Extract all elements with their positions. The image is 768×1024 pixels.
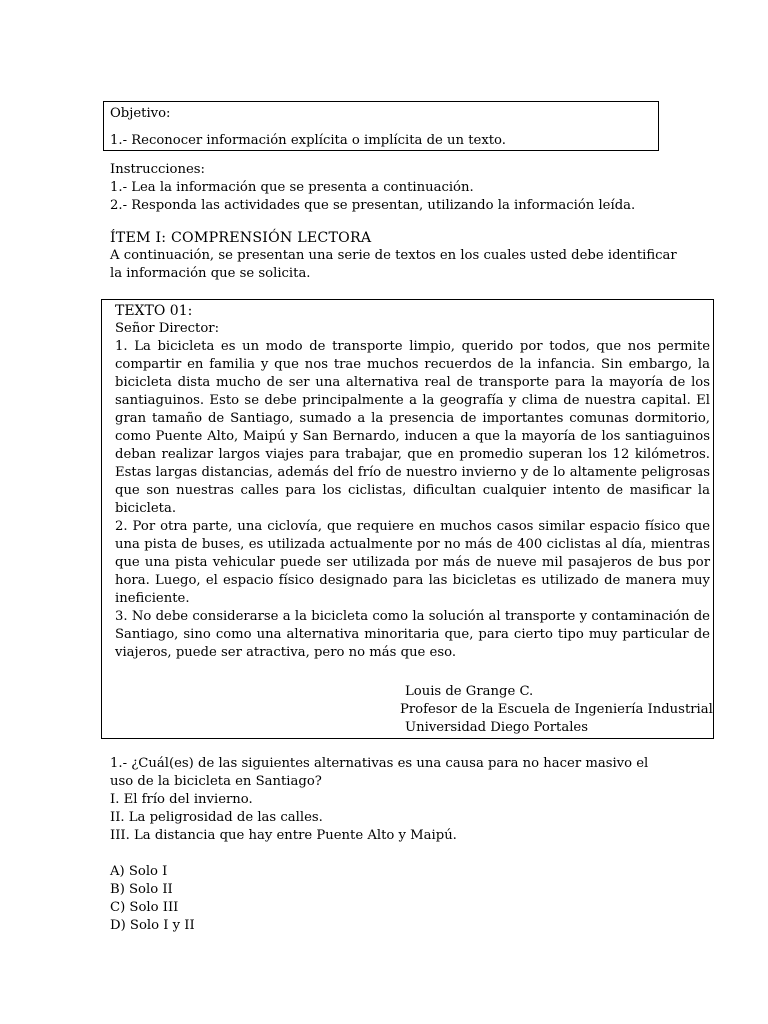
answer-option-d[interactable]: D) Solo I y II xyxy=(110,918,195,933)
paragraph-line: 1. La bicicleta es un modo de transporte limpio, querido por todos, que nos permite xyxy=(115,339,710,354)
question-statement: III. La distancia que hay entre Puente Alto y Maipú. xyxy=(110,828,457,843)
question-stem-line: 1.- ¿Cuál(es) de las siguientes alternativas es una causa para no hacer masivo el xyxy=(110,756,649,771)
paragraph-line: 2. Por otra parte, una ciclovía, que requiere en muchos casos similar espacio físico que xyxy=(115,519,710,534)
objective-item: 1.- Reconocer información explícita o implícita de un texto. xyxy=(110,133,506,148)
instruction-item: 1.- Lea la información que se presenta a continuación. xyxy=(110,180,474,195)
texto-salutation: Señor Director: xyxy=(115,321,220,336)
paragraph-line: Santiago, sino como una alternativa minoritaria que, para cierto tipo muy particular de xyxy=(115,627,710,642)
answer-option-b[interactable]: B) Solo II xyxy=(110,882,173,897)
answer-option-c[interactable]: C) Solo III xyxy=(110,900,179,915)
answer-options xyxy=(110,863,195,935)
section-intro-line: la información que se solicita. xyxy=(110,266,311,281)
paragraph-line: deban realizar largos viajes para trabajar, que en promedio superan los 12 kilómetros. xyxy=(115,447,710,462)
paragraph-1 xyxy=(115,338,710,518)
question-1 xyxy=(110,755,662,845)
paragraph-line: como Puente Alto, Maipú y San Bernardo, inducen a que la mayoría de los santiaguinos xyxy=(115,429,710,444)
paragraph-line: que son nuestras calles para los ciclistas, dificultan cualquier intento de masificar la xyxy=(115,483,710,498)
paragraph-line: que una pista vehicular puede ser utilizada por más de nueve mil pasajeros de bus por xyxy=(115,555,710,570)
paragraph-2 xyxy=(115,518,710,608)
paragraph-line: viajeros, puede ser atractiva, pero no más que eso. xyxy=(115,645,457,660)
paragraph-line: una pista de buses, es utilizada actualmente por no más de 400 ciclistas al día, mientras xyxy=(115,537,710,552)
paragraph-line: hora. Luego, el espacio físico designado para las bicicletas es utilizado de manera muy xyxy=(115,573,710,588)
section-title: ÍTEM I: COMPRENSIÓN LECTORA xyxy=(110,230,372,246)
paragraph-line: Estas largas distancias, además del frío de nuestro invierno y de lo altamente peligrosas xyxy=(115,465,710,480)
objective-heading: Objetivo: xyxy=(110,106,171,121)
item-section xyxy=(110,229,677,283)
signature-role: Profesor de la Escuela de Ingeniería Industrial xyxy=(400,702,713,717)
objective-box xyxy=(103,101,659,151)
answer-option-a[interactable]: A) Solo I xyxy=(110,864,168,879)
paragraph-line: bicicleta. xyxy=(115,501,177,516)
texto-box xyxy=(101,299,714,739)
instructions-heading: Instrucciones: xyxy=(110,162,206,177)
section-intro-line: A continuación, se presentan una serie de textos en los cuales usted debe identificar xyxy=(110,248,677,263)
texto-body xyxy=(115,302,710,662)
texto-label: TEXTO 01: xyxy=(115,303,193,319)
question-statement: II. La peligrosidad de las calles. xyxy=(110,810,323,825)
paragraph-line: 3. No debe considerarse a la bicicleta como la solución al transporte y contaminación de xyxy=(115,609,710,624)
question-stem-line: uso de la bicicleta en Santiago? xyxy=(110,774,322,789)
question-statement: I. El frío del invierno. xyxy=(110,792,253,807)
paragraph-line: compartir en familia y que nos trae muchos recuerdos de la infancia. Sin embargo, la xyxy=(115,357,710,372)
paragraph-3 xyxy=(115,608,710,662)
signature-name: Louis de Grange C. xyxy=(405,684,534,699)
instructions xyxy=(110,161,635,215)
paragraph-line: ineficiente. xyxy=(115,591,190,606)
paragraph-line: gran tamaño de Santiago, sumado a la presencia de importantes comunas dormitorio, xyxy=(115,411,710,426)
paragraph-line: santiaguinos. Esto se debe principalmente a la geografía y clima de nuestra capital. El xyxy=(115,393,710,408)
instruction-item: 2.- Responda las actividades que se presentan, utilizando la información leída. xyxy=(110,198,636,213)
paragraph-line: bicicleta dista mucho de ser una alternativa real de transporte para la mayoría de los xyxy=(115,375,710,390)
signature-institution: Universidad Diego Portales xyxy=(405,720,589,735)
